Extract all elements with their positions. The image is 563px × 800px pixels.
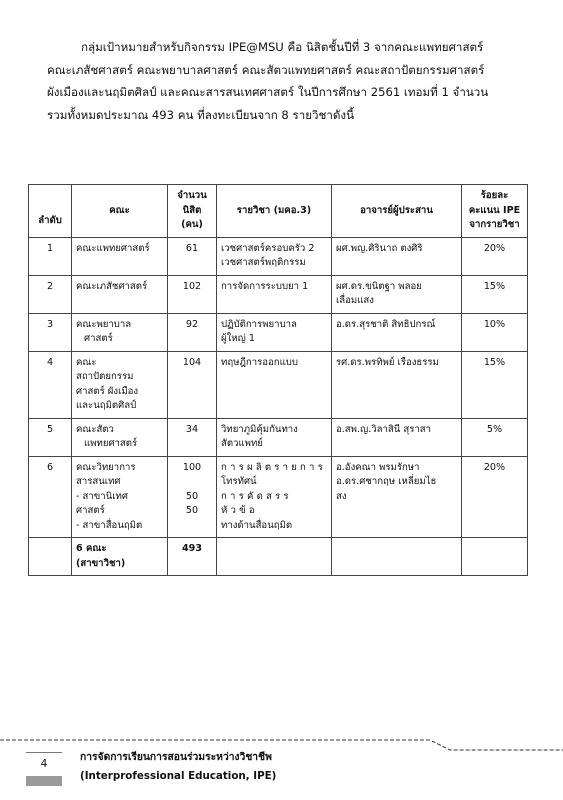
cell-count: 102 (168, 275, 217, 313)
table-row (29, 313, 528, 351)
intro-line: กลุ่มเป้าหมายสำหรับกิจกรรม IPE@MSU คือ นิสิตชั้นปีที่ 3 จากคณะแพทยศาสตร์ (81, 40, 484, 54)
header-course: รายวิชา (มคอ.3) (217, 185, 332, 238)
table-row (29, 275, 528, 313)
cell-course: การจัดการระบบยา 1 (217, 275, 332, 313)
intro-line: คณะเภสัชศาสตร์ คณะพยาบาลศาสตร์ คณะสัตวแพทยศาสตร์ คณะสถาปัตยกรรมศาสตร์ (47, 62, 485, 77)
footer-title (80, 748, 276, 786)
cell-order: 2 (29, 275, 72, 313)
cell-total-faculty: 6 คณะ (สาขาวิชา) (72, 538, 168, 576)
table-row (29, 456, 528, 538)
cell-coordinator: อ.อังคณา พรมรักษา อ.ดร.ศชากฤษ เหลี่ยมไธ สง (332, 456, 462, 538)
table-total-row (29, 538, 528, 576)
cell-order: 4 (29, 351, 72, 418)
cell-count: 100 50 50 (168, 456, 217, 538)
cell-count: 34 (168, 418, 217, 456)
cell-course: ทฤษฎีการออกแบบ (217, 351, 332, 418)
intro-paragraph (47, 36, 515, 126)
cell-order (29, 538, 72, 576)
cell-percent: 15% (462, 275, 528, 313)
header-order: ลำดับ (29, 185, 72, 238)
header-faculty: คณะ (72, 185, 168, 238)
cell-coordinator: อ.สพ.ญ.วิลาสินี สุราสา (332, 418, 462, 456)
cell-order: 3 (29, 313, 72, 351)
cell-order: 6 (29, 456, 72, 538)
cell-coordinator (332, 538, 462, 576)
cell-faculty: คณะสัตว แพทยศาสตร์ (72, 418, 168, 456)
cell-course: วิทยาภูมิคุ้มกันทาง สัตวแพทย์ (217, 418, 332, 456)
cell-faculty: คณะพยาบาล ศาสตร์ (72, 313, 168, 351)
cell-coordinator: ผศ.ดร.ขนิตฐา พลอย เลื่อมแสง (332, 275, 462, 313)
cell-count: 61 (168, 237, 217, 275)
table-row (29, 351, 528, 418)
header-percent: ร้อยละ คะแนน IPE จากรายวิชา (462, 185, 528, 238)
cell-coordinator: รศ.ดร.พรทิพย์ เรืองธรรม (332, 351, 462, 418)
cell-total-count: 493 (168, 538, 217, 576)
cell-count: 92 (168, 313, 217, 351)
cell-percent: 5% (462, 418, 528, 456)
header-count: จำนวน นิสิต (คน) (168, 185, 217, 238)
table-row (29, 418, 528, 456)
table-row (29, 237, 528, 275)
cell-percent: 20% (462, 237, 528, 275)
cell-count: 104 (168, 351, 217, 418)
cell-course (217, 538, 332, 576)
cell-faculty: คณะแพทยศาสตร์ (72, 237, 168, 275)
page-number-bar (26, 776, 62, 786)
table-header-row (29, 185, 528, 238)
cell-percent: 10% (462, 313, 528, 351)
cell-course: การผลิตรายการ โทรทัศน์ การคัดสรรหัวข้อ ทางด้านสื่อนฤมิต (217, 456, 332, 538)
cell-order: 5 (29, 418, 72, 456)
footer-subtitle-line: (Interprofessional Education, IPE) (80, 770, 277, 782)
cell-faculty: คณะ สถาปัตยกรรม ศาสตร์ ผังเมือง และนฤมิตศิลป์ (72, 351, 168, 418)
cell-percent: 15% (462, 351, 528, 418)
intro-line: รวมทั้งหมดประมาณ 493 คน ที่ลงทะเบียนจาก 8 รายวิชาดังนี้ (47, 107, 355, 122)
cell-faculty: คณะวิทยาการ สารสนเทศ - สาขานิเทศ ศาสตร์ - สาขาสื่อนฤมิต (72, 456, 168, 538)
cell-order: 1 (29, 237, 72, 275)
cell-coordinator: อ.ดร.สุรชาติ สิทธิปกรณ์ (332, 313, 462, 351)
intro-line: ผังเมืองและนฤมิตศิลป์ และคณะสารสนเทศศาสตร์ ในปีการศึกษา 2561 เทอมที่ 1 จำนวน (47, 85, 489, 99)
cell-coordinator: ผศ.พญ.ศิรินาถ ตงศิริ (332, 237, 462, 275)
footer-title-line: การจัดการเรียนการสอนร่วมระหว่างวิชาชีพ (80, 751, 272, 763)
header-coordinator: อาจารย์ผู้ประสาน (332, 185, 462, 238)
cell-course: ปฏิบัติการพยาบาล ผู้ใหญ่ 1 (217, 313, 332, 351)
cell-faculty: คณะเภสัชศาสตร์ (72, 275, 168, 313)
page-number: 4 (26, 752, 62, 775)
cell-course: เวชศาสตร์ครอบครัว 2 เวชศาสตร์พฤติกรรม (217, 237, 332, 275)
cell-percent (462, 538, 528, 576)
ipe-course-table (28, 184, 528, 576)
cell-percent: 20% (462, 456, 528, 538)
